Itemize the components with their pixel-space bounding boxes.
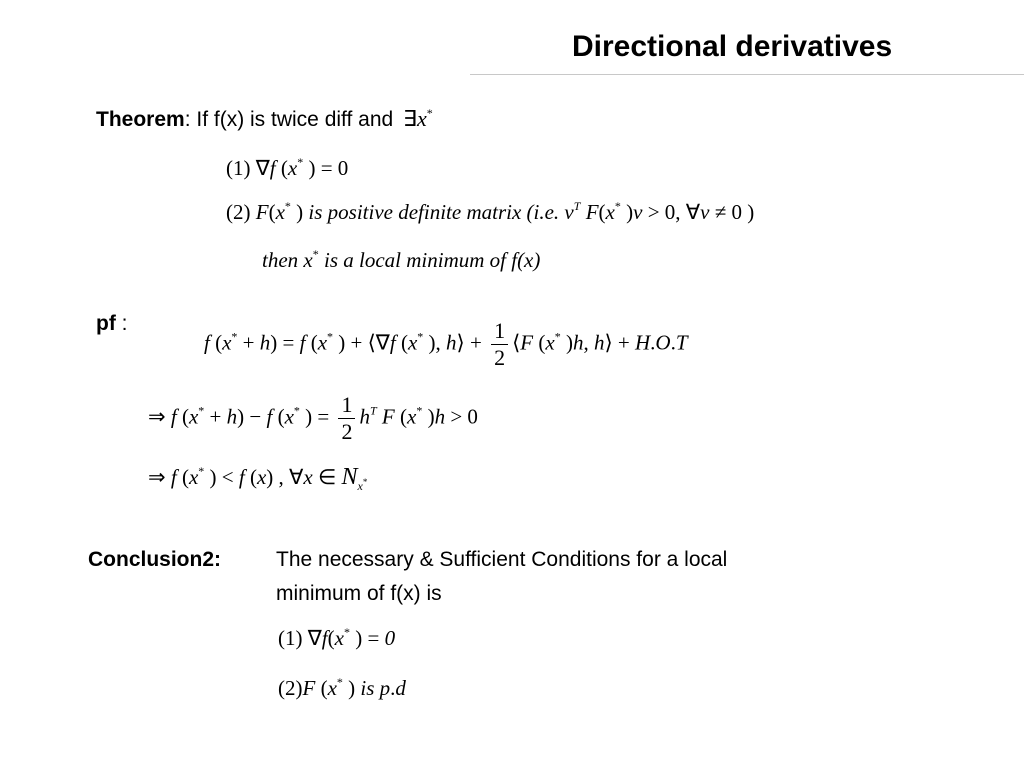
theorem-label: Theorem: [96, 108, 185, 131]
fraction-one-half: $\frac{1}{2}$: [491, 318, 508, 371]
proof-label-line: [96, 312, 128, 336]
theorem-condition-2: (2) F(x* ) is positive definite matrix (i.e. $v^T$ F(x* )v > 0, ∀v ≠ 0 ): [226, 199, 755, 224]
proof-equation-3: ⇒ f (x* ) < f (x) , ∀x ∈ $N_{x^*}$: [148, 464, 368, 493]
theorem-conclusion: then x* is a local minimum of f(x): [262, 247, 541, 272]
proof-label: pf: [96, 312, 116, 335]
conclusion-text-line-1: The necessary & Sufficient Conditions for a local: [276, 548, 728, 571]
fraction-one-half: $\frac{1}{2}$: [338, 392, 355, 445]
slide-title: Directional derivatives: [572, 30, 893, 63]
theorem-statement: [96, 106, 433, 132]
exists-x-star: ∃x*: [403, 106, 433, 131]
proof-equation-1: f (x* + h) = f (x* ) + ⟨∇f (x* ), h⟩ + $\frac{1}{2}$ ⟨F (x* )h, h⟩ + H.O.T: [204, 318, 688, 370]
conclusion-label: Conclusion2:: [88, 548, 222, 571]
proof-colon: :: [115, 312, 128, 335]
theorem-text: : If f(x) is twice diff and: [184, 108, 394, 131]
theorem-condition-1: [226, 156, 348, 181]
conclusion-condition-2: (2)F (x* ) is p.d: [278, 675, 406, 700]
conclusion-condition-1: (1) ∇f(x* ) = 0: [278, 625, 396, 650]
title-underline: [470, 74, 1024, 75]
proof-equation-2: ⇒ f (x* + h) − f (x* ) = $\frac{1}{2}$ $h^T$ F (x* )h > 0: [148, 392, 478, 444]
conclusion-text-line-2: minimum of f(x) is: [276, 582, 442, 605]
theorem-cond1-render: (1) ∇f (x* ) = 0: [226, 155, 349, 180]
